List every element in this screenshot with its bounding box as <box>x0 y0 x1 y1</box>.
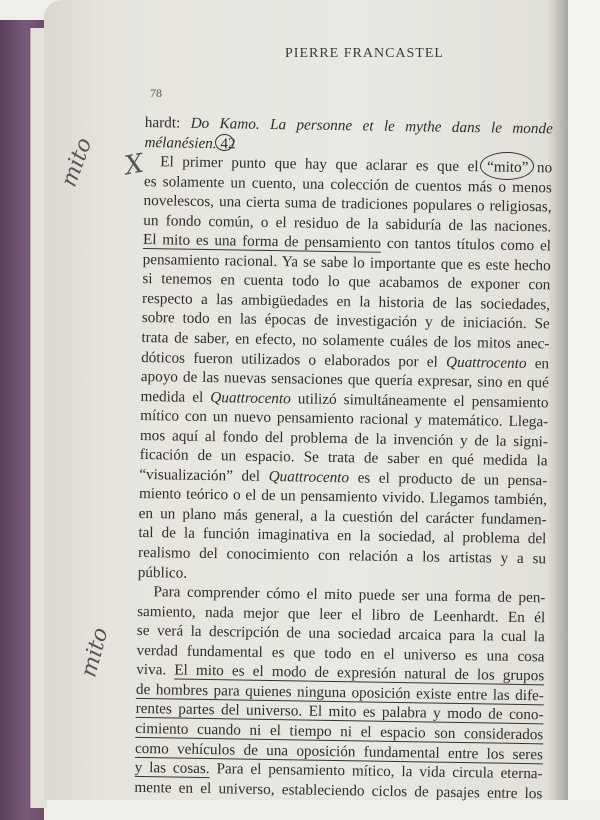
text-segment: en <box>526 354 550 372</box>
margin-note-mito-bottom: mito <box>76 625 114 680</box>
text-segment: mente en el universo, estableciendo ciclos de pasajes entre los <box>134 778 543 802</box>
text-segment: apoyo de las nuevas sensaciones que quería expresar, sino en qué <box>140 368 549 392</box>
text-segment: hardt: <box>144 113 191 132</box>
underlined-text: El mito es una forma de pensamiento <box>142 231 382 253</box>
text-segment: viva. <box>136 661 175 679</box>
text-segment: samiento, nada mejor que leer el libro de Leenhardt. En él <box>137 602 546 627</box>
underlined-text: como vehículos de una oposición fundamental entre los seres <box>134 739 544 763</box>
margin-note-x-mark: X <box>122 148 146 182</box>
text-segment: es el producto de un pensa- <box>348 469 548 490</box>
italic-text: Quattrocento <box>445 353 527 372</box>
underlined-text: y las cosas. <box>134 758 210 778</box>
text-segment: si tenemos en cuenta todo lo que acabamos de exponer con <box>142 270 551 294</box>
text-segment: tal de la función imaginativa en la sociedad, al problema del <box>138 524 547 548</box>
text-segment: mítico con un nuevo pensamiento racional y matemático. Llega- <box>140 407 549 431</box>
circle-mark-footnote <box>215 134 234 151</box>
italic-text: Quattrocento <box>268 467 350 487</box>
background <box>568 0 600 800</box>
text-segment: El primer punto que hay que aclarar es que el “mito” no <box>160 153 553 177</box>
body-text <box>134 113 553 803</box>
text-segment: novelescos, una cierta suma de tradiciones populares o religiosas, <box>143 192 552 216</box>
text-segment: medida el <box>140 387 211 406</box>
text-segment: mos aquí al fondo del problema de la invención y de la signi- <box>139 426 549 451</box>
text-segment: respecto a las ambigüedades en la historia de las sociedades, <box>141 289 551 314</box>
text-segment: pensamiento racional. Ya se sabe lo importante que es este hecho <box>142 250 551 275</box>
text-segment: con tantos títulos como el <box>380 235 552 255</box>
italic-text: mélanésien. <box>144 133 217 152</box>
text-segment: 42 <box>216 134 236 152</box>
text-segment: se verá la descripción de una sociedad arcaica para la cual la <box>136 622 545 646</box>
text-segment: utilizó simultáneamente el pensamiento <box>290 389 549 412</box>
text-segment: verdad fundamental es que todo en el universo es una cosa <box>136 641 545 666</box>
text-segment: trata de saber, en efecto, no solamente cuáles de los mitos anec- <box>141 328 550 353</box>
underlined-text: rentes partes del universo. El mito es palabra y modo de cono- <box>135 700 544 724</box>
italic-text: Do Kamo. La personne et le mythe dans le monde <box>190 114 553 138</box>
italic-text: Quattrocento <box>210 388 291 407</box>
text-segment: realismo del conocimiento con relación a los artistas y a su <box>137 543 547 568</box>
text-segment: sobre todo en las épocas de investigación y de iniciación. Se <box>141 309 550 333</box>
running-title: PIERRE FRANCASTEL <box>285 46 444 61</box>
text-segment: dóticos fueron utilizados o elaborados por el <box>141 348 447 371</box>
text-segment: Para comprender cómo el mito puede ser una forma de pen- <box>153 583 546 607</box>
text-segment: en un plano más general, a la cuestión del carácter fundamen- <box>138 504 547 529</box>
text-segment: miento teórico o el de un pensamiento vivido. Llegamos también, <box>138 485 548 509</box>
page-number: 78 <box>150 86 162 100</box>
text-segment: ficación de un espacio. Se trata de saber en qué medida la <box>139 446 548 470</box>
circle-mark-mito <box>480 152 534 180</box>
text-segment: es solamente un cuento, una colección de cuentos más o menos <box>143 172 553 197</box>
margin-note-mito-top: mito <box>56 134 98 191</box>
text-segment: un fondo común, o el residuo de la sabiduría de las naciones. <box>143 211 552 236</box>
underlined-text: El mito es el modo de expresión natural de los grupos <box>174 661 545 685</box>
text-segment: público. <box>137 563 188 582</box>
underlined-text: de hombres para quienes ninguna oposición existe entre las dife- <box>135 680 545 705</box>
text-segment: Para el pensamiento mítico, la vida circula eterna- <box>209 760 543 783</box>
text-segment: “visualización” del <box>139 465 269 485</box>
underlined-text: cimiento cuando ni el tiempo ni el espacio son considerados <box>135 719 544 744</box>
